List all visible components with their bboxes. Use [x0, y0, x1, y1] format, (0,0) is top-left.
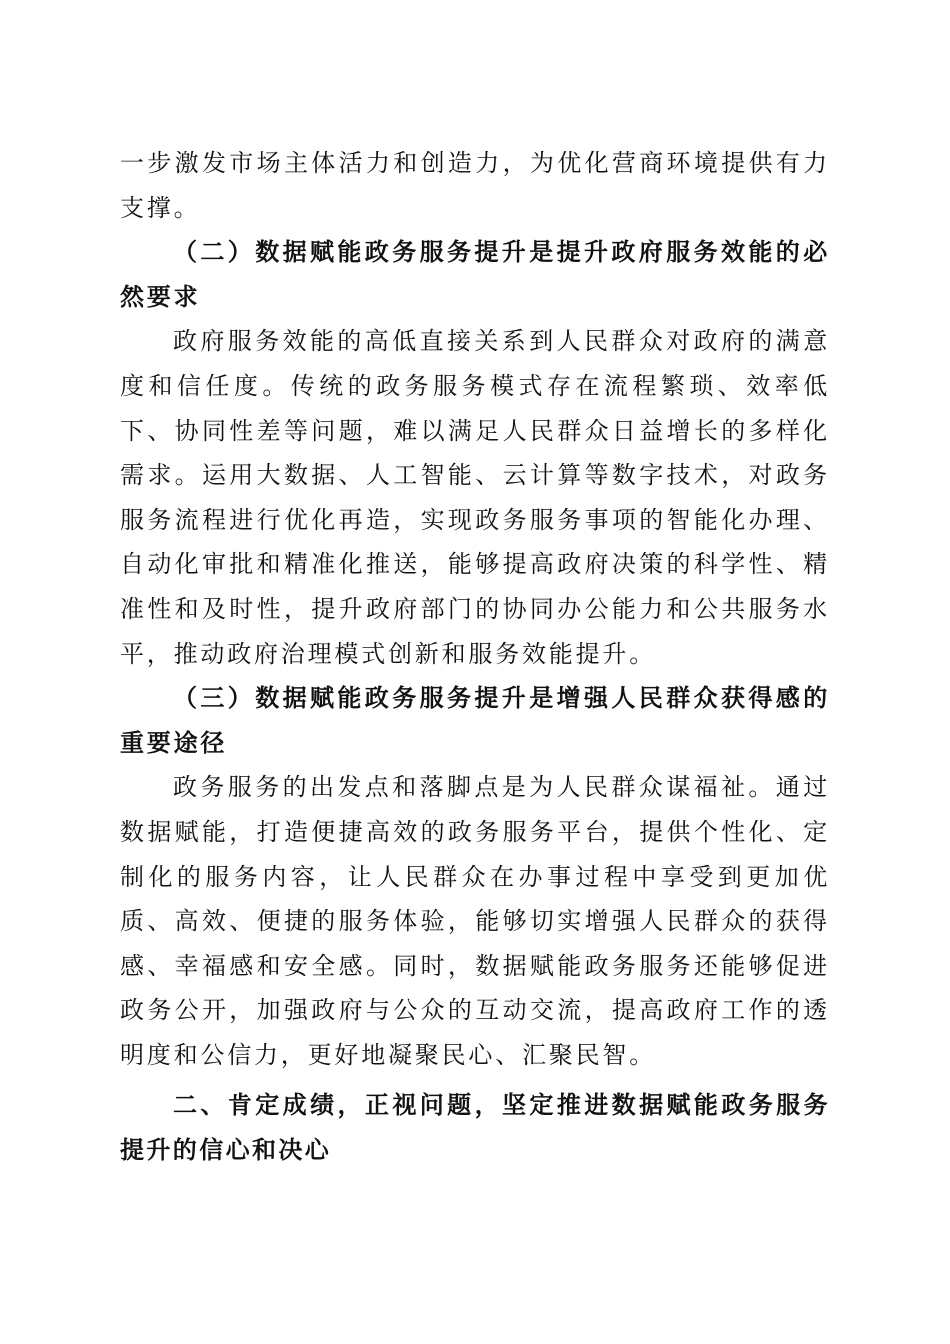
body-paragraph: 政务服务的出发点和落脚点是为人民群众谋福祉。通过数据赋能，打造便捷高效的政务服务平台，提供个性化、定制化的服务内容，让人民群众在办事过程中享受到更加优质、高效、便捷的服务体验，能够切实增强人民群众的获得感、幸福感和安全感。同时，数据赋能政务服务还能够促进政务公开，加强政府与公众的互动交流，提高政府工作的透明度和公信力，更好地凝聚民心、汇聚民智。 — [120, 773, 830, 1069]
subheading-2: （二）数据赋能政务服务提升是提升政府服务效能的必然要求 — [120, 237, 830, 311]
document-body — [120, 141, 830, 1173]
body-paragraph: 政府服务效能的高低直接关系到人民群众对政府的满意度和信任度。传统的政务服务模式存在流程繁琐、效率低下、协同性差等问题，难以满足人民群众日益增长的多样化需求。运用大数据、人工智能、云计算等数字技术，对政务服务流程进行优化再造，实现政务服务事项的智能化办理、自动化审批和精准化推送，能够提高政府决策的科学性、精准性和及时性，提升政府部门的协同办公能力和公共服务水平，推动政府治理模式创新和服务效能提升。 — [120, 327, 830, 668]
section-heading-2: 二、肯定成绩，正视问题，坚定推进数据赋能政务服务提升的信心和决心 — [120, 1091, 830, 1165]
subheading-3: （三）数据赋能政务服务提升是增强人民群众获得感的重要途径 — [120, 683, 830, 757]
body-paragraph-continuation: 一步激发市场主体活力和创造力，为优化营商环境提供有力支撑。 — [120, 149, 830, 222]
